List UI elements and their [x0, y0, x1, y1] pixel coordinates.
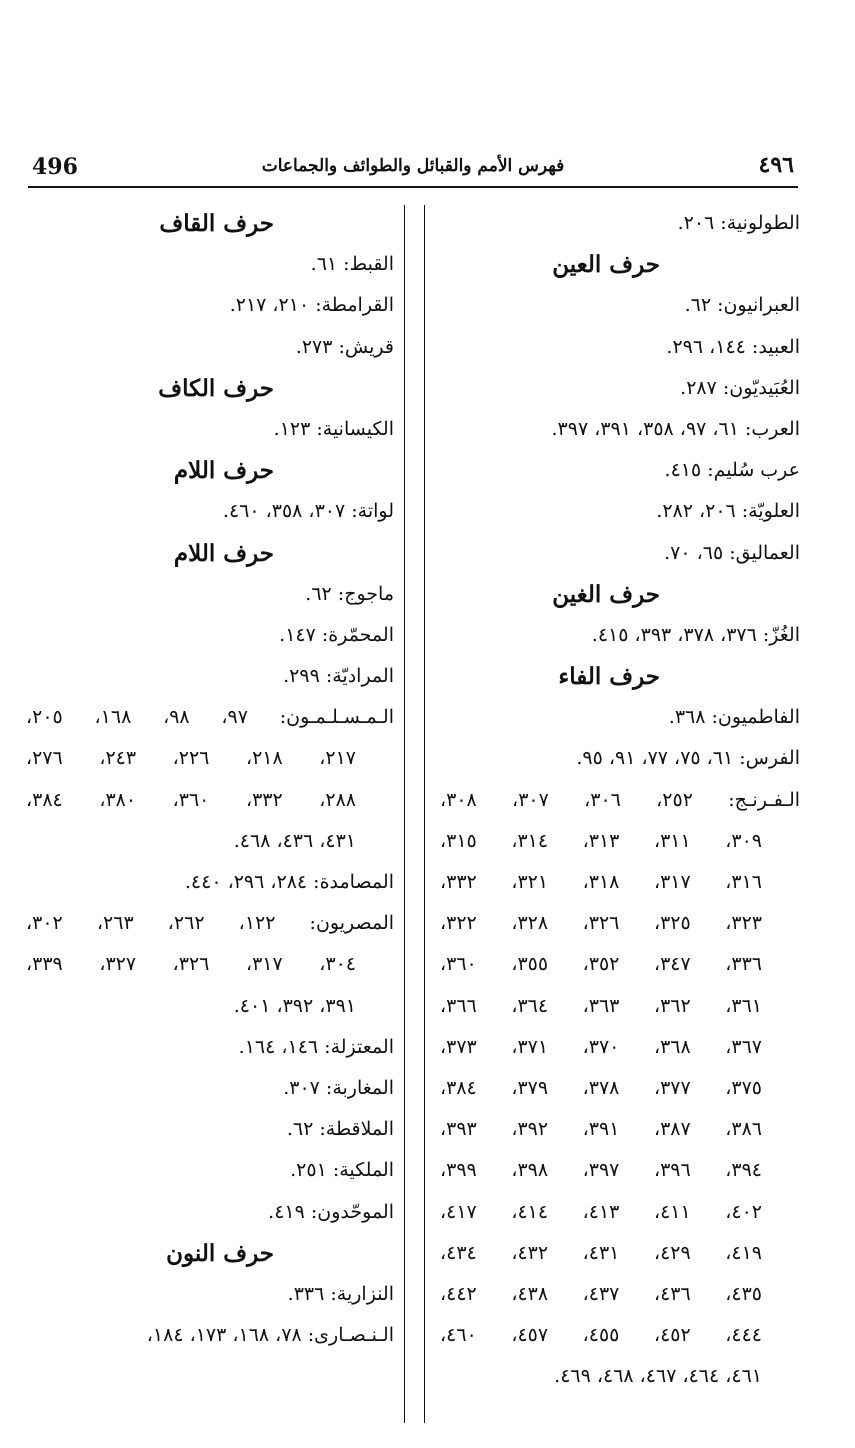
running-title: فهرس الأمم والقبائل والطوائف والجماعات: [261, 156, 565, 176]
index-entry-continuation: ٣٩١، ٣٩٢، ٤٠١.: [233, 994, 356, 1017]
index-entry: المصريون: ١٢٢، ٢٦٢، ٢٦٣، ٣٠٢،: [26, 912, 394, 935]
index-entry-continuation: ٤٣١، ٤٣٦، ٤٦٨.: [233, 829, 356, 852]
index-entry: الفرس: ٦١، ٧٥، ٧٧، ٩١، ٩٥.: [576, 747, 800, 770]
index-entry-continuation: ٣٣٦، ٣٤٧، ٣٥٢، ٣٥٥، ٣٦٠،: [440, 953, 763, 976]
page-number-latin: 496: [32, 154, 78, 180]
page-header: [28, 150, 798, 186]
index-entry: قريش: ٢٧٣.: [295, 335, 394, 358]
index-entry-continuation: ٣٠٩، ٣١١، ٣١٣، ٣١٤، ٣١٥،: [440, 829, 763, 852]
index-entry-continuation: ٣٦١، ٣٦٢، ٣٦٣، ٣٦٤، ٣٦٦،: [440, 994, 763, 1017]
index-entry: القرامطة: ٢١٠، ٢١٧.: [229, 294, 394, 317]
left-column: [26, 203, 394, 1356]
index-entry: العرب: ٦١، ٩٧، ٣٥٨، ٣٩١، ٣٩٧.: [551, 417, 800, 440]
index-entry-continuation: ٤٣٥، ٤٣٦، ٤٣٧، ٤٣٨، ٤٤٢،: [440, 1282, 763, 1305]
index-entry: الفاطميون: ٣٦٨.: [668, 706, 800, 729]
index-entry: العبيد: ١٤٤، ٢٩٦.: [666, 335, 800, 358]
index-entry: النزارية: ٣٣٦.: [287, 1282, 394, 1305]
header-rule: [28, 186, 798, 188]
right-column: [440, 203, 800, 1397]
index-entry: الملكية: ٢٥١.: [290, 1159, 394, 1182]
index-entry: الملاقطة: ٦٢.: [286, 1118, 394, 1141]
letter-heading: حرف اللام: [173, 539, 274, 567]
index-entry-continuation: ٣٨٦، ٣٨٧، ٣٩١، ٣٩٢، ٣٩٣،: [440, 1118, 763, 1141]
letter-heading: حرف القاف: [159, 210, 274, 237]
index-entry: الـفـرنـج: ٢٥٢، ٣٠٦، ٣٠٧، ٣٠٨،: [440, 788, 800, 811]
letter-heading: حرف العين: [552, 251, 660, 279]
index-entry: الموحّدون: ٤١٩.: [268, 1200, 394, 1223]
index-entry-continuation: ٣٩٤، ٣٩٦، ٣٩٧، ٣٩٨، ٣٩٩،: [440, 1159, 763, 1182]
index-entry-continuation: ٤٤٤، ٤٥٢، ٤٥٥، ٤٥٧، ٤٦٠،: [440, 1324, 763, 1347]
index-entry: الـمـسـلـمـون: ٩٧، ٩٨، ١٦٨، ٢٠٥،: [26, 706, 394, 729]
column-divider-right: [424, 205, 425, 1423]
index-entry: الطولونية: ٢٠٦.: [677, 212, 800, 234]
index-entry: العلويّة: ٢٠٦، ٢٨٢.: [656, 500, 800, 523]
letter-heading: حرف الفاء: [558, 663, 660, 691]
letter-heading: حرف الكاف: [158, 374, 274, 402]
index-entry-continuation: ٣٧٥، ٣٧٧، ٣٧٨، ٣٧٩، ٣٨٤،: [440, 1076, 763, 1099]
page-number-arabic: ٤٩٦: [758, 152, 794, 178]
index-entry: ماجوج: ٦٢.: [305, 582, 394, 605]
index-entry: المعتزلة: ١٤٦، ١٦٤.: [238, 1035, 394, 1058]
letter-heading: حرف النون: [166, 1239, 274, 1267]
index-entry: لواتة: ٣٠٧، ٣٥٨، ٤٦٠.: [222, 500, 394, 523]
index-entry: العُبَيديّون: ٢٨٧.: [680, 376, 800, 399]
index-entry: عرب سُليم: ٤١٥.: [664, 459, 800, 482]
index-entry-continuation: ٤٠٢، ٤١١، ٤١٣، ٤١٤، ٤١٧،: [440, 1200, 763, 1223]
index-entry: المراديّة: ٢٩٩.: [283, 665, 394, 688]
index-entry-continuation: ٢٨٨، ٣٣٢، ٣٦٠، ٣٨٠، ٣٨٤،: [26, 788, 357, 811]
index-entry-continuation: ٣٢٣، ٣٢٥، ٣٢٦، ٣٢٨، ٣٢٢،: [440, 912, 763, 935]
index-entry: الـنـصـارى: ٧٨، ١٦٨، ١٧٣، ١٨٤،: [146, 1324, 394, 1347]
index-entry-continuation: ٣٦٧، ٣٦٨، ٣٧٠، ٣٧١، ٣٧٣،: [440, 1035, 763, 1058]
index-entry-continuation: ٢١٧، ٢١٨، ٢٢٦، ٢٤٣، ٢٧٦،: [26, 747, 357, 770]
index-entry: المغاربة: ٣٠٧.: [283, 1076, 394, 1099]
index-entry: الغُزّ: ٣٧٦، ٣٧٨، ٣٩٣، ٤١٥.: [591, 623, 800, 646]
index-entry: الكيسانية: ١٢٣.: [273, 417, 394, 440]
index-entry: المصامدة: ٢٨٤، ٢٩٦، ٤٤٠.: [184, 871, 394, 893]
index-entry-continuation: ٤٦١، ٤٦٤، ٤٦٧، ٤٦٨، ٤٦٩.: [554, 1365, 762, 1388]
letter-heading: حرف اللام: [173, 457, 274, 485]
index-entry: العبرانيون: ٦٢.: [684, 294, 800, 317]
letter-heading: حرف الغين: [552, 580, 660, 608]
index-entry-continuation: ٤١٩، ٤٢٩، ٤٣١، ٤٣٢، ٤٣٤،: [440, 1241, 763, 1264]
index-entry: المحمّرة: ١٤٧.: [279, 623, 394, 646]
index-entry: القبط: ٦١.: [310, 253, 394, 276]
index-entry-continuation: ٣١٦، ٣١٧، ٣١٨، ٣٢١، ٣٣٢،: [440, 871, 763, 893]
index-entry-continuation: ٣٠٤، ٣١٧، ٣٢٦، ٣٢٧، ٣٣٩،: [26, 953, 357, 976]
column-divider-left: [404, 205, 405, 1423]
index-entry: العماليق: ٦٥، ٧٠.: [664, 541, 800, 564]
